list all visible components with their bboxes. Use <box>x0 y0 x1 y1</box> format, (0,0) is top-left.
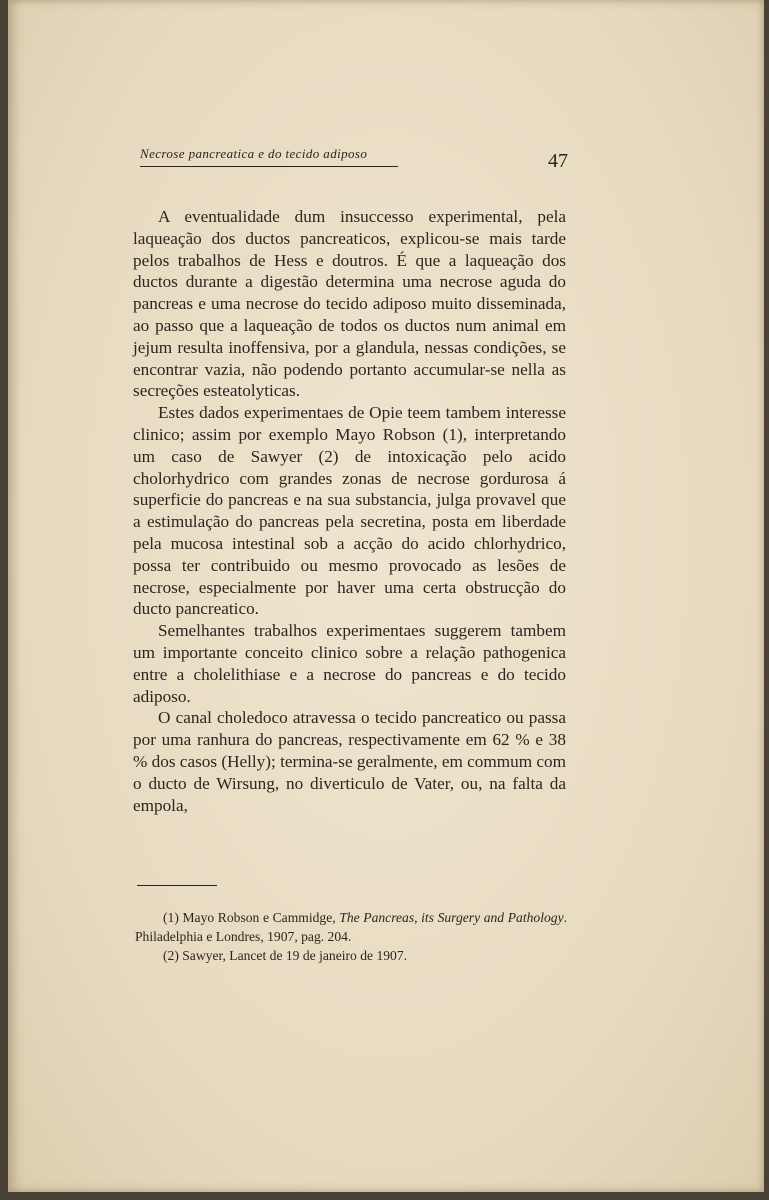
page-number: 47 <box>548 150 568 172</box>
footnote-2: (2) Sawyer, Lancet de 19 de janeiro de 1907. <box>163 948 408 963</box>
footnotes <box>135 908 567 965</box>
running-head: Necrose pancreatica e do tecido adiposo <box>140 146 368 161</box>
footnote-1-suffix: . Philadelphia e Londres, 1907, pag. 204. <box>135 910 568 944</box>
paragraph-2: Estes dados experimentaes de Opie teem tambem interesse clinico; assim por exemplo Mayo Robson (1), interpretando um caso de Sawyer (2) de intoxicação pelo acido cholorhydrico com grandes zonas de necrose gordurosa á superficie do pancreas e na sua substancia, julga provavel que a estimulação do pancreas pela secretina, posta em liberdade pela mucosa intestinal sob a acção do acido chlorhydrico, possa ter contribuido ou mesmo provocado as lesões de necrose, especialmente por haver uma certa obstrucção do ducto pancreatico. <box>133 403 566 619</box>
footnote-1 <box>135 908 567 946</box>
paragraph-1: A eventualidade dum insuccesso experimental, pela laqueação dos ductos pancreaticos, explicou-se mais tarde pelos trabalhos de Hess e doutros. É que a laqueação dos ductos durante a digestão determina uma necrose aguda do pancreas e uma necrose do tecido adiposo muito disseminada, ao passo que a laqueação de todos os ductos num animal em jejum resulta inoffensiva, por a glandula, nessas condições, se encontrar vazia, não podendo portanto accumular-se nella as secreções esteatolyticas. <box>133 207 566 401</box>
footnote-1-title: The Pancreas, its Surgery and Pathology <box>339 910 564 925</box>
paragraph-3: Semelhantes trabalhos experimentaes suggerem tambem um importante conceito clinico sobre a relação pathogenica entre a cholelithiase e a necrose do pancreas e do tecido adiposo. <box>133 621 566 706</box>
paragraph-4: O canal choledoco atravessa o tecido pancreatico ou passa por uma ranhura do pancreas, respectivamente em 62 % e 38 % dos casos (Helly); termina-se geralmente, em commum com o ducto de Wirsung, no diverticulo de Vater, ou, na falta da empola, <box>133 708 566 815</box>
footnote-rule <box>137 885 217 886</box>
footnote-1-prefix: (1) Mayo Robson e Cammidge, <box>163 910 340 925</box>
header-rule <box>140 166 398 167</box>
body-text <box>133 206 566 816</box>
